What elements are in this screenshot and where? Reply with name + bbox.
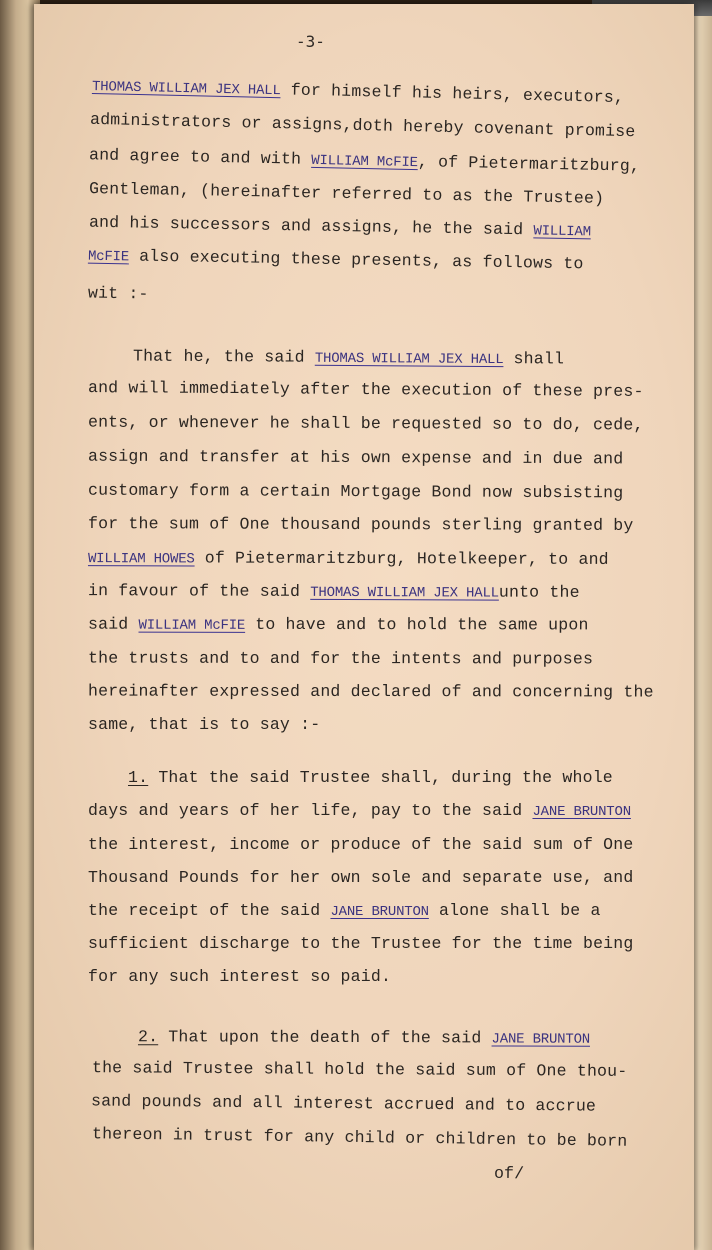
text-run: also executing these presents, as follows to [128, 246, 584, 274]
text-line [90, 110, 636, 141]
text-line [92, 76, 624, 107]
text-run: , of Pietermaritzburg, [417, 152, 641, 176]
text-line [88, 682, 654, 702]
text-run: days and years of her life, pay to the said [88, 801, 533, 820]
text-run: alone shall be a [428, 901, 601, 920]
clause-number: 2. [137, 1027, 159, 1047]
text-line [91, 1091, 596, 1115]
text-run: sufficient discharge to the Trustee for the time being [88, 934, 634, 953]
text-line [88, 615, 589, 635]
text-run: sand pounds and all interest accrued and to accrue [90, 1091, 597, 1116]
text-line [128, 768, 613, 787]
text-run: and agree to and with [88, 145, 312, 169]
text-run: for the sum of One thousand pounds sterling granted by [87, 514, 634, 535]
text-run: the trusts and to and for the intents and purposes [87, 648, 594, 669]
typed-page [34, 4, 694, 1250]
text-run: and his successors and assigns, he the said [88, 212, 534, 240]
text-line [494, 1164, 525, 1183]
text-line [88, 284, 149, 304]
text-run: That the said Trustee shall, during the whole [148, 768, 613, 787]
text-line [138, 1027, 590, 1048]
text-run: assign and transfer at his own expense and in due and [87, 446, 624, 469]
text-line [89, 145, 640, 176]
text-run: the said Trustee shall hold the said sum of One thou- [91, 1058, 628, 1081]
text-line [88, 548, 609, 569]
text-line [88, 801, 631, 820]
text-line [88, 581, 580, 602]
text-run: hereinafter expressed and declared of and concerning the [87, 681, 654, 702]
clause-number: 1. [128, 768, 149, 787]
text-run: wit :- [87, 283, 149, 304]
text-run: and will immediately after the execution of these pres- [87, 378, 644, 401]
text-line [88, 868, 634, 887]
text-line [88, 715, 320, 734]
text-line [88, 413, 644, 435]
underlined-name: JANE BRUNTON [491, 1031, 591, 1048]
text-line [89, 213, 591, 241]
text-run: That upon the death of the said [158, 1027, 492, 1048]
text-run: Thousand Pounds for her own sole and separate use, and [88, 868, 634, 887]
text-run: the interest, income or produce of the said sum of One [88, 835, 634, 854]
text-line [89, 179, 604, 208]
page-number: -3- [296, 32, 325, 51]
text-run: customary form a certain Mortgage Bond now subsisting [87, 480, 624, 503]
text-line [88, 378, 644, 401]
text-line [88, 447, 623, 469]
text-line [88, 901, 601, 920]
underlined-name: WILLIAM HOWES [87, 551, 195, 568]
text-run: shall [503, 349, 565, 369]
text-run: for himself his heirs, executors, [280, 80, 625, 108]
underlined-name: JANE BRUNTON [532, 804, 631, 820]
text-run: unto the [498, 582, 580, 602]
underlined-name: WILLIAM McFIE [138, 617, 246, 634]
text-run: of Pietermaritzburg, Hotelkeeper, to and [194, 548, 609, 569]
text-line [88, 481, 623, 503]
text-run: Gentleman, (hereinafter referred to as the Trustee) [88, 179, 605, 208]
text-run: to have and to hold the same upon [245, 614, 589, 635]
text-run: said [87, 614, 139, 634]
text-line [88, 246, 584, 274]
text-line [92, 1124, 628, 1150]
text-line [88, 649, 593, 669]
text-run: in favour of the said [87, 581, 311, 601]
text-run: ents, or whenever he shall be requested so to do, cede, [87, 412, 644, 435]
underlined-name: JANE BRUNTON [330, 904, 429, 920]
underlined-name: McFIE [87, 248, 130, 266]
text-line [88, 514, 634, 535]
underlined-name: WILLIAM [533, 223, 591, 241]
text-run: That he, the said [132, 346, 315, 367]
text-run: administrators or assigns,doth hereby covenant promise [89, 109, 636, 142]
text-run: thereon in trust for any child or children to be born [91, 1124, 628, 1151]
underlined-name: THOMAS WILLIAM JEX HALL [91, 78, 281, 100]
text-line [133, 346, 564, 368]
underlined-name: THOMAS WILLIAM JEX HALL [314, 350, 504, 369]
text-line [88, 934, 634, 953]
text-line [88, 835, 634, 854]
text-run: for any such interest so paid. [88, 967, 392, 986]
text-line [92, 1058, 628, 1081]
underlined-name: WILLIAM McFIE [311, 152, 418, 172]
text-line [88, 967, 391, 986]
underlined-name: THOMAS WILLIAM JEX HALL [310, 584, 499, 602]
text-run: of/ [493, 1163, 525, 1184]
text-run: the receipt of the said [88, 901, 331, 920]
text-run: same, that is to say :- [88, 715, 321, 734]
